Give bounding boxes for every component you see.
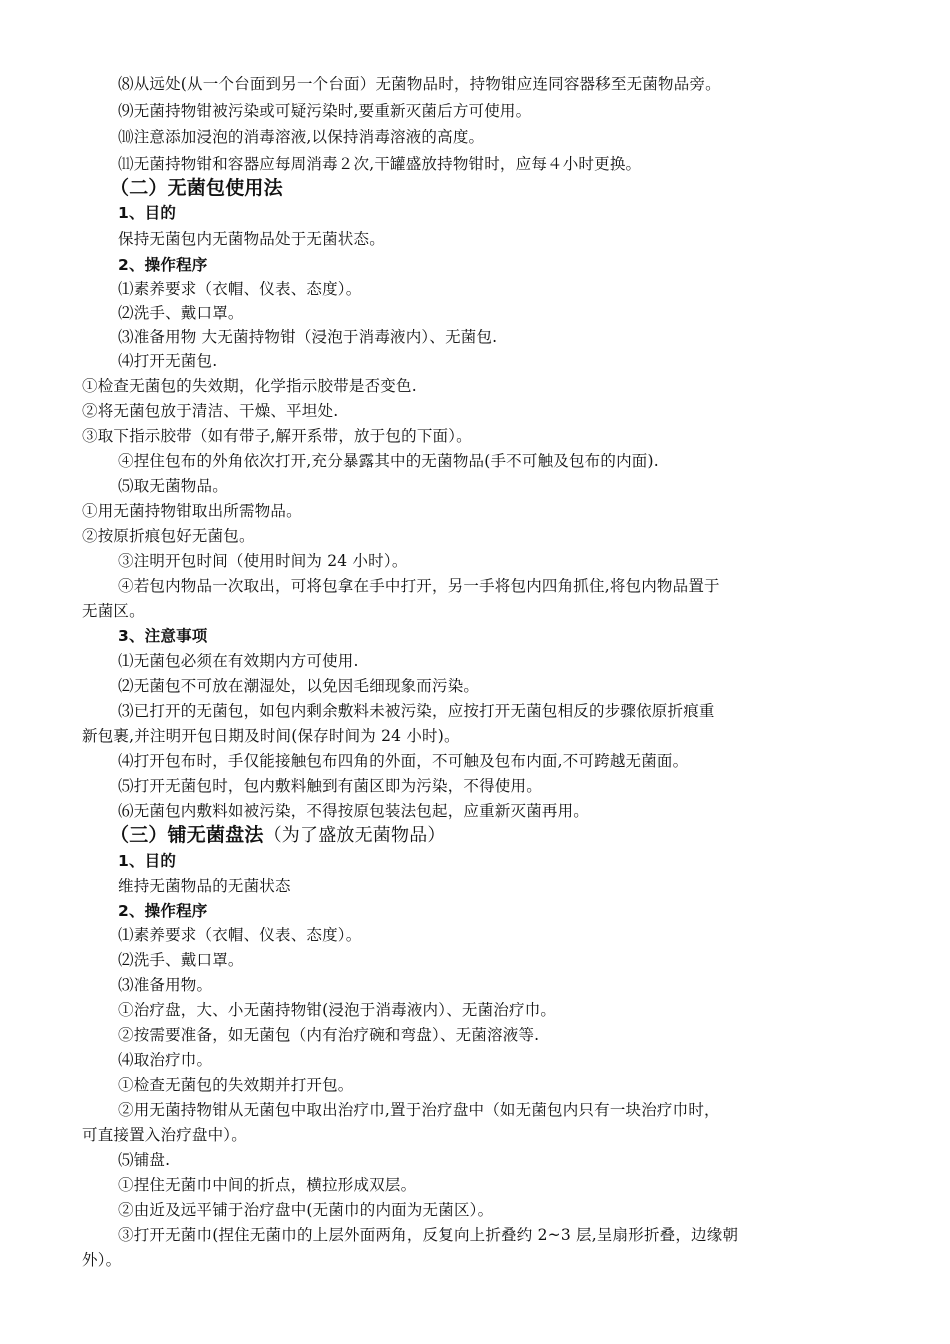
text-line: ①捏住无菌巾中间的折点，横拉形成双层。	[118, 1176, 417, 1194]
text-line: ⑸取无菌物品。	[118, 477, 228, 495]
text-line: 可直接置入治疗盘中）。	[82, 1126, 247, 1144]
subsection-heading: 2、操作程序	[118, 256, 208, 274]
text-line: ②用无菌持物钳从无菌包中取出治疗巾,置于治疗盘中（如无菌包内只有一块治疗巾时，	[118, 1101, 720, 1119]
text-line: ⑸铺盘.	[118, 1151, 171, 1169]
text-line: ⑵无菌包不可放在潮湿处，以免因毛细现象而污染。	[118, 677, 480, 695]
subsection-heading: 3、注意事项	[118, 627, 208, 645]
subsection-heading: 1、目的	[118, 852, 177, 870]
text-line: 保持无菌包内无菌物品处于无菌状态。	[118, 230, 385, 248]
text-line: ④捏住包布的外角依次打开,充分暴露其中的无菌物品(手不可触及包布的内面).	[118, 452, 659, 470]
text-line: ①检查无菌包的失效期，化学指示胶带是否变色.	[82, 377, 417, 395]
text-line: ⑷取治疗巾。	[118, 1051, 213, 1069]
text-line: ⑼无菌持物钳被污染或可疑污染时,要重新灭菌后方可使用。	[118, 102, 532, 120]
text-line: ③取下指示胶带（如有带子,解开系带，放于包的下面）。	[82, 427, 472, 445]
text-line: ⑴素养要求（衣帽、仪表、态度）。	[118, 280, 362, 298]
text-line: ⑽注意添加浸泡的消毒溶液,以保持消毒溶液的高度。	[118, 128, 485, 146]
text-line: ⑴素养要求（衣帽、仪表、态度）。	[118, 926, 362, 944]
text-line: 维持无菌物品的无菌状态	[118, 877, 291, 895]
text-line: ②按需要准备，如无菌包（内有治疗碗和弯盘）、无菌溶液等.	[118, 1026, 540, 1044]
text-line: ⑹无菌包内敷料如被污染，不得按原包装法包起，应重新灭菌再用。	[118, 802, 590, 820]
text-line: ⑶准备用物 大无菌持物钳（浸泡于消毒液内）、无菌包.	[118, 328, 498, 346]
text-line: ⑴无菌包必须在有效期内方可使用.	[118, 652, 359, 670]
text-line: 外）。	[82, 1251, 122, 1269]
text-line: ①检查无菌包的失效期并打开包。	[118, 1076, 354, 1094]
text-line: ⑾无菌持物钳和容器应每周消毒２次,干罐盛放持物钳时，应每４小时更换。	[118, 155, 642, 173]
text-line: ③注明开包时间（使用时间为 24 小时）。	[118, 552, 408, 570]
section-heading-note: （为了盛放无菌物品）	[263, 825, 446, 846]
text-line: ②按原折痕包好无菌包。	[82, 527, 255, 545]
text-line: ⑶准备用物。	[118, 976, 213, 994]
text-line: 无菌区。	[82, 602, 145, 620]
text-line: 新包裹,并注明开包日期及时间(保存时间为 24 小时)。	[82, 727, 460, 745]
text-line: ④若包内物品一次取出，可将包拿在手中打开，另一手将包内四角抓住,将包内物品置于	[118, 577, 720, 595]
section-heading-title: （三）铺无菌盘法	[110, 824, 264, 846]
text-line: ⑷打开包布时，手仅能接触包布四角的外面，不可触及包布内面,不可跨越无菌面。	[118, 752, 689, 770]
text-line: ①用无菌持物钳取出所需物品。	[82, 502, 302, 520]
section-heading: （二）无菌包使用法	[110, 177, 283, 199]
section-heading	[110, 823, 446, 848]
text-line: ⑻从远处(从一个台面到另一个台面）无菌物品时，持物钳应连同容器移至无菌物品旁。	[118, 75, 721, 93]
text-line: ⑷打开无菌包.	[118, 352, 218, 370]
text-line: ⑵洗手、戴口罩。	[118, 951, 244, 969]
text-line: ②由近及远平铺于治疗盘中(无菌巾的内面为无菌区）。	[118, 1201, 494, 1219]
text-line: ①治疗盘，大、小无菌持物钳(浸泡于消毒液内）、无菌治疗巾。	[118, 1001, 557, 1019]
text-line: ⑵洗手、戴口罩。	[118, 304, 244, 322]
text-line: ⑶已打开的无菌包，如包内剩余敷料未被污染，应按打开无菌包相反的步骤依原折痕重	[118, 702, 715, 720]
text-line: ③打开无菌巾(捏住无菌巾的上层外面两角，反复向上折叠约 2~3 层,呈扇形折叠，边缘朝	[118, 1226, 739, 1244]
subsection-heading: 1、目的	[118, 204, 177, 222]
subsection-heading: 2、操作程序	[118, 902, 208, 920]
text-line: ②将无菌包放于清洁、干燥、平坦处.	[82, 402, 339, 420]
text-line: ⑸打开无菌包时，包内敷料触到有菌区即为污染，不得使用。	[118, 777, 542, 795]
